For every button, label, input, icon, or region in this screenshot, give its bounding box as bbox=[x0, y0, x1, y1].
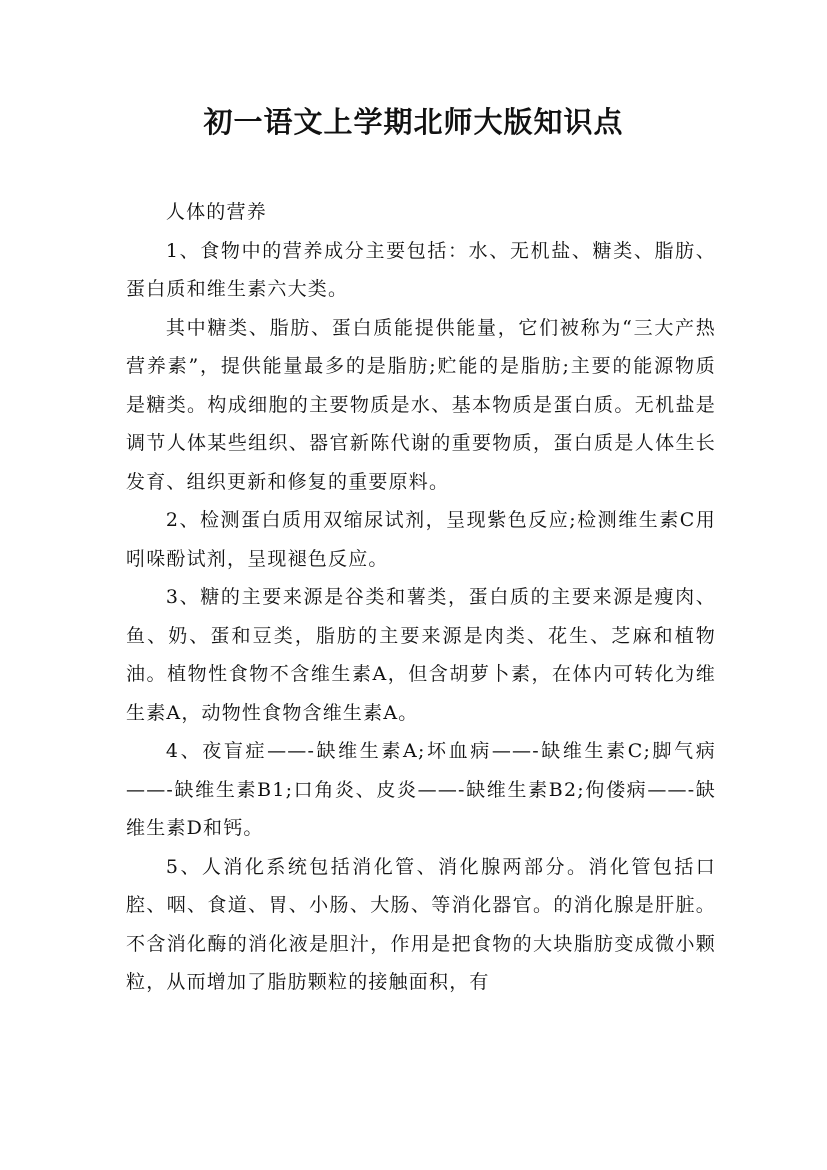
document-body bbox=[126, 193, 716, 1002]
paragraph-5: 4、夜盲症——-缺维生素A;坏血病——-缺维生素C;脚气病——-缺维生素B1;口角炎、皮炎——-缺维生素B2;佝偻病——-缺维生素D和钙。 bbox=[126, 740, 716, 839]
paragraph-3: 2、检测蛋白质用双缩尿试剂，呈现紫色反应;检测维生素C用吲哚酚试剂，呈现褪色反应。 bbox=[126, 509, 716, 570]
document-title: 初一语文上学期北师大版知识点 bbox=[203, 105, 624, 139]
paragraph-2: 其中糖类、脂肪、蛋白质能提供能量，它们被称为“三大产热营养素”，提供能量最多的是脂肪;贮能的是脂肪;主要的能源物质是糖类。构成细胞的主要物质是水、基本物质是蛋白质。无机盐是调节人体某些组织、器官新陈代谢的重要物质，蛋白质是人体生长发育、组织更新和修复的重要原料。 bbox=[126, 316, 716, 493]
paragraph-1: 1、食物中的营养成分主要包括：水、无机盐、糖类、脂肪、蛋白质和维生素六大类。 bbox=[126, 239, 716, 300]
section-heading: 人体的营养 bbox=[165, 201, 267, 223]
paragraph-4: 3、糖的主要来源是谷类和薯类，蛋白质的主要来源是瘦肉、鱼、奶、蛋和豆类，脂肪的主要来源是肉类、花生、芝麻和植物油。植物性食物不含维生素A，但含胡萝卜素，在体内可转化为维生素A，动物性食物含维生素A。 bbox=[126, 586, 716, 724]
paragraph-6: 5、人消化系统包括消化管、消化腺两部分。消化管包括口腔、咽、食道、胃、小肠、大肠、等消化器官。的消化腺是肝脏。不含消化酶的消化液是胆汁，作用是把食物的大块脂肪变成微小颗粒，从而增加了脂肪颗粒的接触面积，有 bbox=[126, 855, 716, 993]
